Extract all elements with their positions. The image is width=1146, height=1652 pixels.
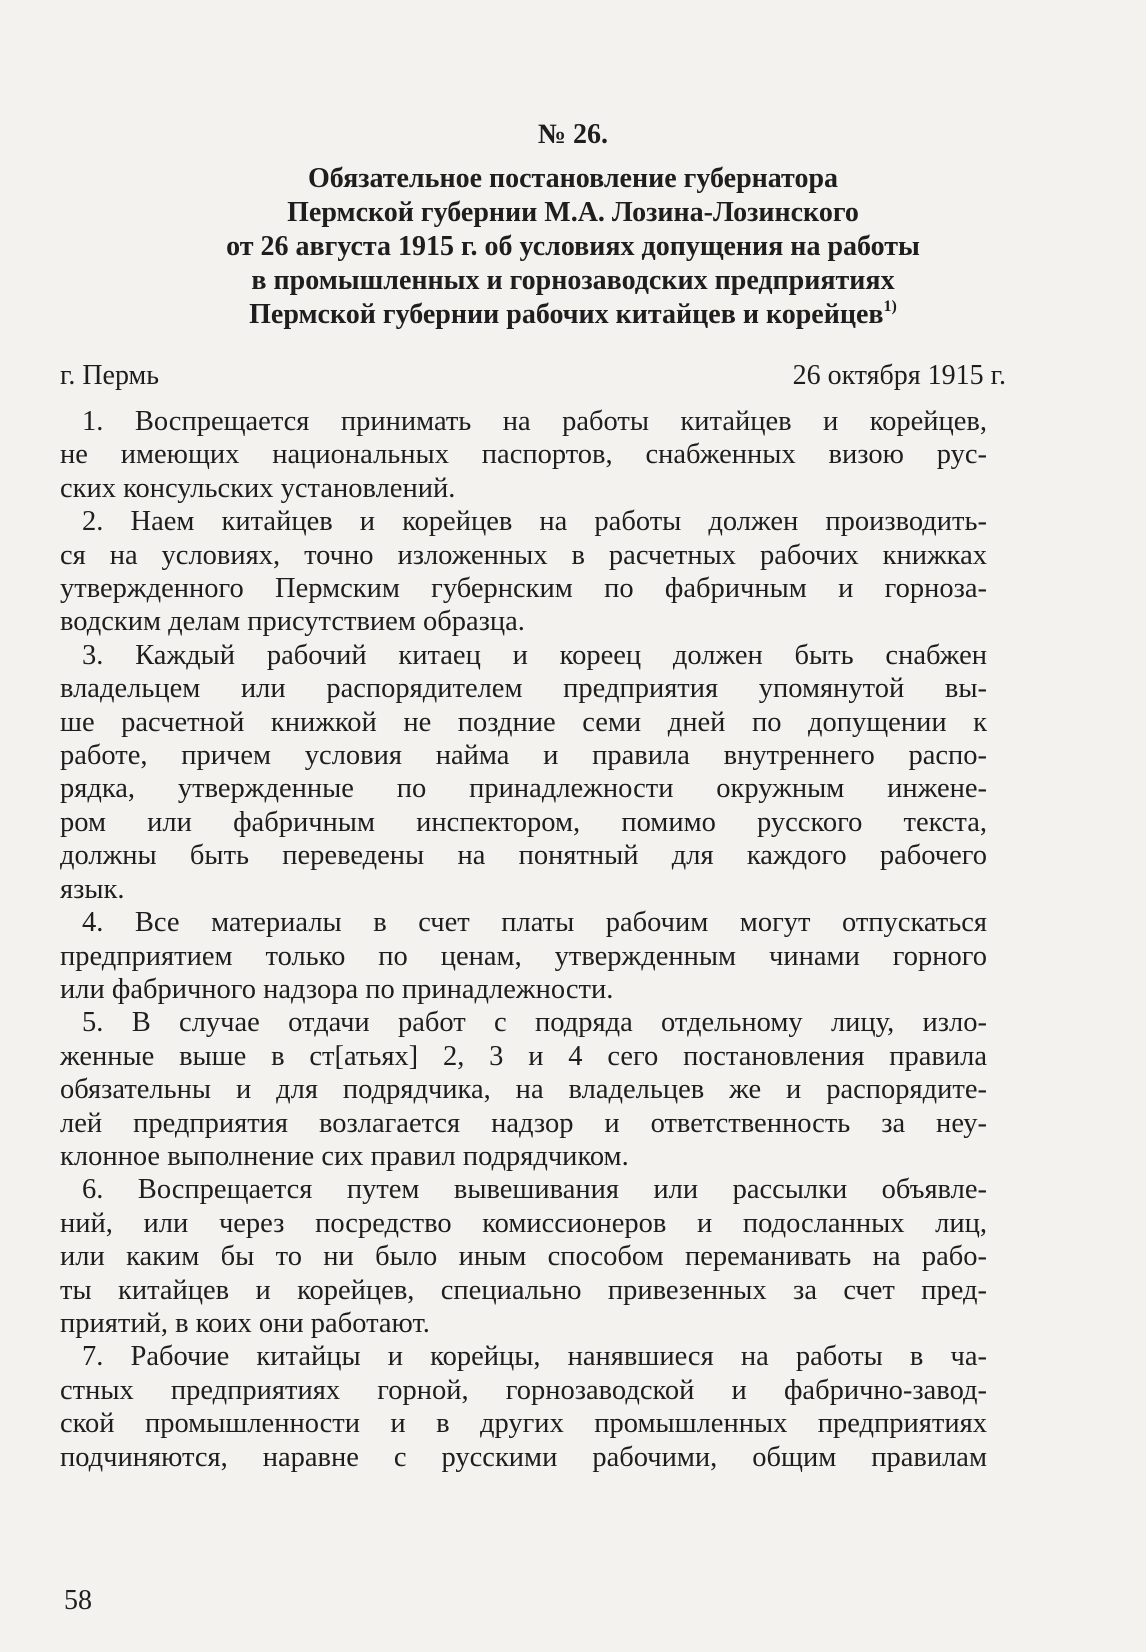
title-line: в промышленных и горнозаводских предприятиях: [251, 265, 895, 296]
footnote-mark: 1): [883, 298, 897, 315]
paragraph-5: [60, 1006, 987, 1173]
document-body: [60, 405, 987, 1474]
text-line: приятий, в коих они работают.: [60, 1307, 430, 1339]
document-title: [0, 118, 1146, 332]
text-line: ром или фабричным инспектором, помимо русского текста,: [60, 806, 987, 838]
paragraph-4: [60, 906, 987, 1006]
text-line: не имеющих национальных паспортов, снабженных визою рус-: [60, 439, 987, 471]
title-line: Обязательное постановление губернатора: [307, 163, 839, 194]
title-line: Пермской губернии М.А. Лозина-Лозинского: [287, 197, 859, 228]
text-line: ся на условиях, точно изложенных в расчетных рабочих книжках: [60, 539, 987, 571]
text-line: водским делам присутствием образца.: [60, 606, 525, 638]
text-line: должны быть переведены на понятный для каждого рабочего: [60, 840, 987, 872]
text-line: 7. Рабочие китайцы и корейцы, нанявшиеся на работы в ча-: [82, 1341, 987, 1373]
text-line: женные выше в ст[атьях] 2, 3 и 4 сего постановления правила: [60, 1040, 987, 1072]
text-line: подчиняются, наравне с русскими рабочими, общим правилам: [60, 1441, 987, 1473]
text-line: 4. Все материалы в счет платы рабочим могут отпускаться: [82, 907, 987, 939]
text-line: 5. В случае отдачи работ с подряда отдельному лицу, изло-: [82, 1007, 987, 1039]
date: 26 октября 1915 г.: [792, 360, 1006, 391]
title-line: от 26 августа 1915 г. об условиях допущения на работы: [226, 231, 920, 262]
title-line-last: [0, 298, 1146, 332]
text-line: 3. Каждый рабочий китаец и кореец должен быть снабжен: [82, 639, 987, 671]
text-line: рядка, утвержденные по принадлежности окружным инжене-: [60, 773, 987, 805]
text-line: утвержденного Пермским губернским по фабричным и горноза-: [60, 573, 987, 605]
title-line: Пермской губернии рабочих китайцев и корейцев: [249, 299, 884, 330]
text-line: ской промышленности и в других промышленных предприятиях: [60, 1408, 987, 1440]
text-line: язык.: [60, 873, 125, 905]
place: г. Пермь: [60, 360, 160, 391]
text-line: или фабричного надзора по принадлежности.: [60, 973, 614, 1005]
text-line: 2. Наем китайцев и корейцев на работы должен производить-: [82, 506, 987, 538]
text-line: ты китайцев и корейцев, специально привезенных за счет пред-: [60, 1274, 987, 1306]
text-line: стных предприятиях горной, горнозаводской и фабрично-завод-: [60, 1374, 987, 1406]
page-number: 58: [64, 1585, 92, 1616]
paragraph-2: [60, 505, 987, 639]
paragraph-3: [60, 639, 987, 906]
text-line: предприятием только по ценам, утвержденным чинами горного: [60, 940, 987, 972]
text-line: 6. Воспрещается путем вывешивания или рассылки объявле-: [82, 1174, 987, 1206]
text-line: ше расчетной книжкой не поздние семи дней по допущении к: [60, 706, 987, 738]
text-line: обязательны и для подрядчика, на владельцев же и распорядите-: [60, 1074, 987, 1106]
text-line: лей предприятия возлагается надзор и ответственность за неу-: [60, 1107, 987, 1139]
text-line: ских консульских установлений.: [60, 472, 456, 504]
text-line: ний, или через посредство комиссионеров и подосланных лиц,: [60, 1207, 987, 1239]
paragraph-7: [60, 1340, 987, 1474]
paragraph-1: [60, 405, 987, 505]
text-line: работе, причем условия найма и правила внутреннего распо-: [60, 740, 987, 772]
text-line: владельцем или распорядителем предприятия упомянутой вы-: [60, 673, 987, 705]
paragraph-6: [60, 1173, 987, 1340]
text-line: клонное выполнение сих правил подрядчиком.: [60, 1140, 629, 1172]
text-line: или каким бы то ни было иным способом переманивать на рабо-: [60, 1241, 987, 1273]
text-line: 1. Воспрещается принимать на работы китайцев и корейцев,: [82, 406, 987, 437]
document-number: № 26.: [537, 119, 609, 150]
